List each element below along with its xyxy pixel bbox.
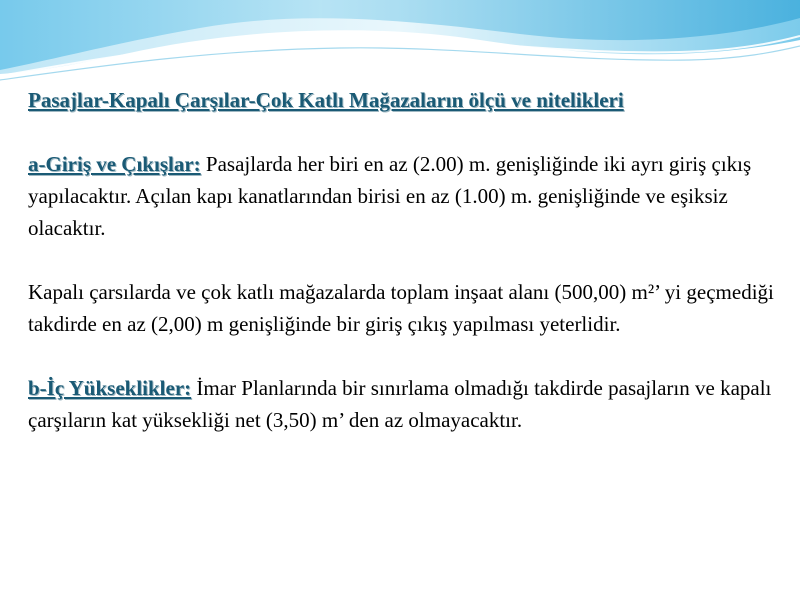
paragraph-2: Kapalı çarsılarda ve çok katlı mağazalarda toplam inşaat alanı (500,00) m²’ yi geçmediği takdirde en az (2,00) m genişliğinde bir giriş çıkış yapılması yeterlidir. xyxy=(28,280,774,336)
header-wave-decoration xyxy=(0,0,800,90)
spacer xyxy=(28,244,793,276)
section-a-text: Pasajlarda her biri en az (2.00) m. genişliğinde iki ayrı giriş çıkış yapılacaktır. Açılan kapı kanatlarından birisi en az (1.00) m. genişliğinde ve eşiksiz olacaktır. xyxy=(28,152,752,240)
spacer xyxy=(28,340,793,372)
wave-front xyxy=(0,0,800,70)
section-b-text: İmar Planlarında bir sınırlama olmadığı takdirde pasajların ve kapalı çarşıların kat yüksekliği net (3,50) m’ den az olmayacaktır. xyxy=(28,376,772,432)
section-b-paragraph xyxy=(28,372,793,436)
section-a-heading: a-Giriş ve Çıkışlar: xyxy=(28,152,201,176)
slide-content xyxy=(28,84,793,436)
section-a-paragraph xyxy=(28,148,793,244)
slide-title: Pasajlar-Kapalı Çarşılar-Çok Katlı Mağazaların ölçü ve nitelikleri xyxy=(28,88,624,112)
spacer xyxy=(28,116,793,148)
section-b-heading: b-İç Yükseklikler: xyxy=(28,376,192,400)
